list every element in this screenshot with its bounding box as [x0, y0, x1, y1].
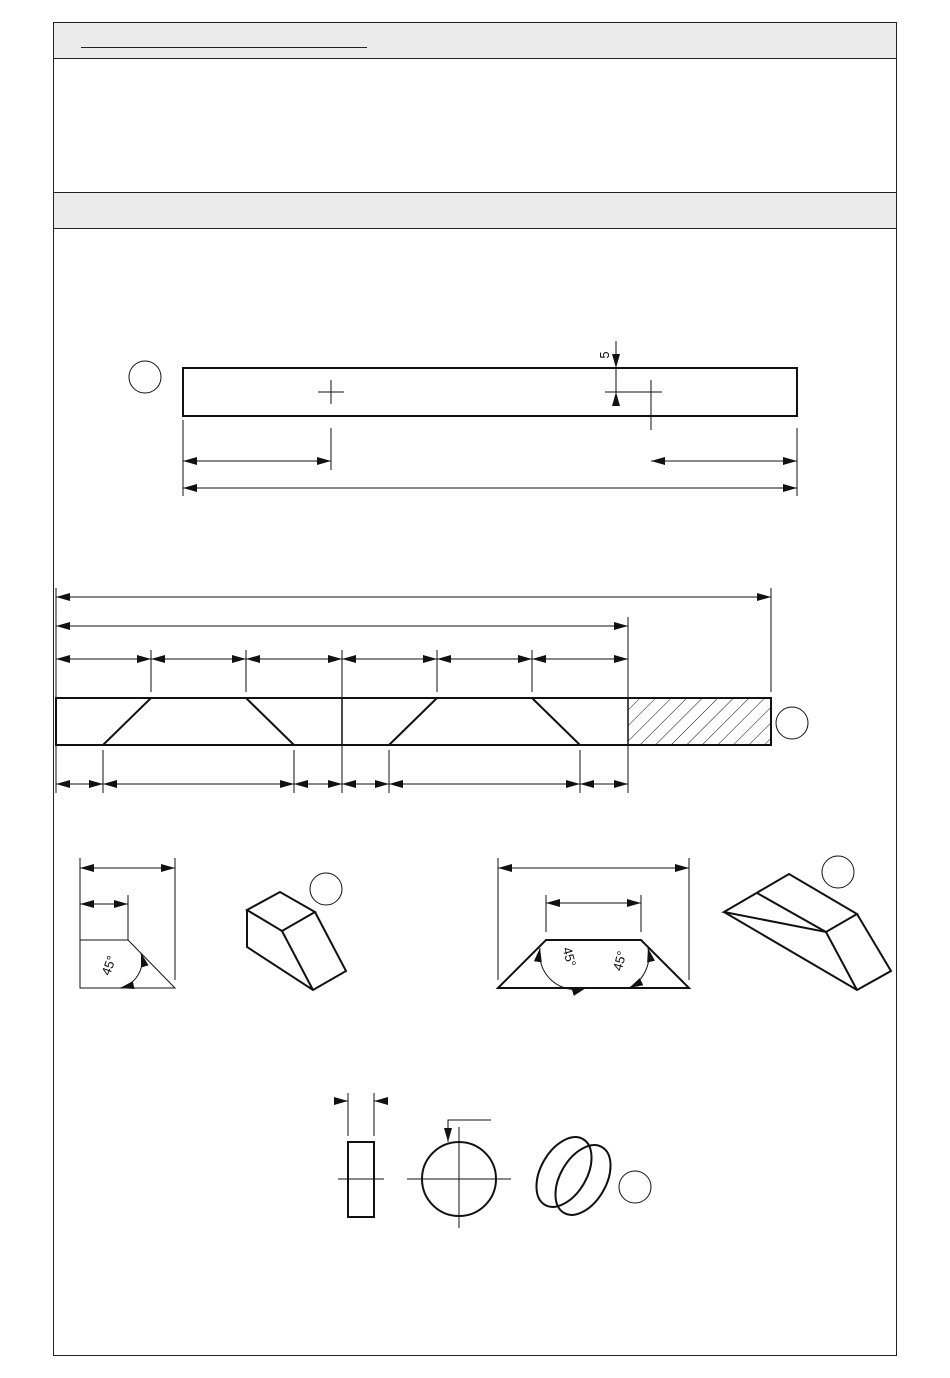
offset-label: 5	[597, 351, 612, 359]
strip-part	[56, 588, 808, 793]
trapezoid-isometric	[724, 856, 891, 990]
disc-isometric	[525, 1128, 651, 1225]
disc-front-view	[407, 1120, 511, 1228]
angle-label-trap-left: 45°	[559, 945, 580, 969]
part-number-circle-4	[822, 856, 854, 888]
chamfer-block-view	[80, 858, 175, 988]
disc-side-view	[338, 1093, 388, 1217]
chamfer-block-isometric	[247, 873, 346, 990]
part-number-circle-5	[619, 1171, 651, 1203]
trapezoid-view	[498, 858, 689, 990]
part-number-circle-2	[776, 707, 808, 739]
part-number-circle-3	[310, 873, 342, 905]
part-number-circle-1	[129, 361, 161, 393]
angle-label-block: 45°	[98, 953, 120, 978]
angle-label-trap-right: 45°	[609, 949, 630, 973]
bar-part	[129, 341, 797, 496]
